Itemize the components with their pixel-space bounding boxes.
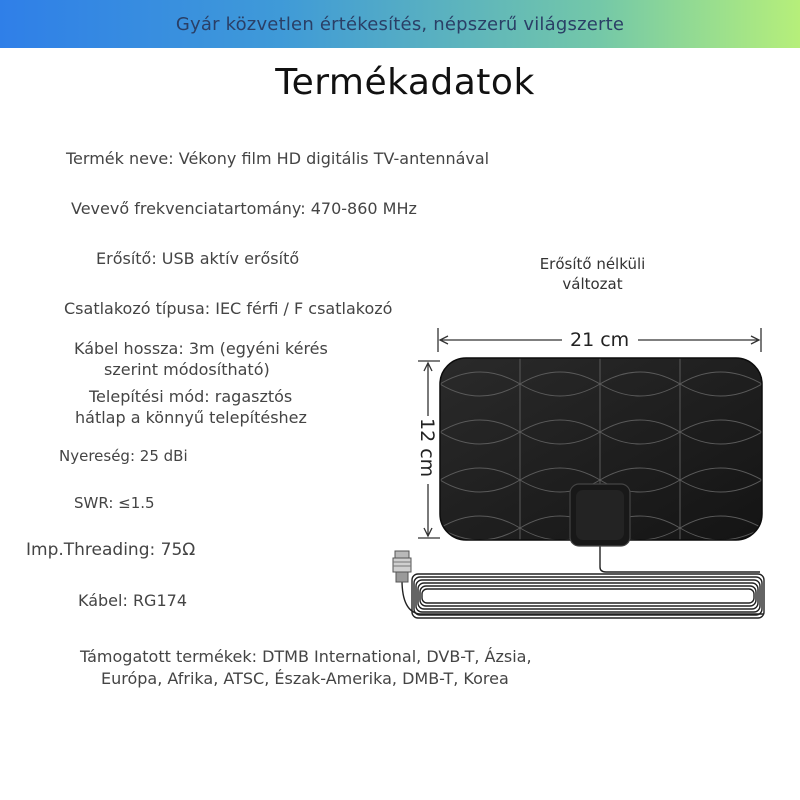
height-label: 12 cm	[416, 418, 438, 478]
variant-note-line-2: változat	[562, 275, 623, 293]
spec-connector: Csatlakozó típusa: IEC férfi / F csatlakozó	[64, 299, 393, 318]
spec-product-name: Termék neve: Vékony film HD digitális TV-antennával	[66, 149, 490, 168]
page-title: Termékadatok	[275, 62, 535, 103]
variant-note-line-1: Erősítő nélküli	[539, 255, 646, 273]
spec-amplifier: Erősítő: USB aktív erősítő	[96, 249, 300, 268]
spec-cable: Kábel: RG174	[78, 591, 187, 610]
banner-text: Gyár közvetlen értékesítés, népszerű világszerte	[175, 13, 625, 35]
spec-supported-2: Európa, Afrika, ATSC, Észak-Amerika, DMB-T, Korea	[101, 669, 509, 688]
spec-cable-length-2: szerint módosítható)	[104, 360, 270, 379]
spec-swr: SWR: ≤1.5	[74, 494, 155, 512]
spec-install-2: hátlap a könnyű telepítéshez	[75, 408, 307, 427]
spec-frequency: Vevevő frekvenciatartomány: 470-860 MHz	[71, 199, 417, 218]
width-label: 21 cm	[570, 329, 630, 351]
spec-supported-1: Támogatott termékek: DTMB International, DVB-T, Ázsia,	[80, 647, 532, 666]
spec-cable-length-1: Kábel hossza: 3m (egyéni kérés	[74, 339, 328, 358]
amplifier-module	[570, 484, 630, 546]
spec-install-1: Telepítési mód: ragasztós	[89, 387, 293, 406]
spec-gain: Nyereség: 25 dBi	[59, 447, 188, 465]
coiled-cable	[402, 545, 764, 618]
f-connector	[393, 551, 411, 582]
spec-impedance: Imp.Threading: 75Ω	[26, 540, 196, 560]
